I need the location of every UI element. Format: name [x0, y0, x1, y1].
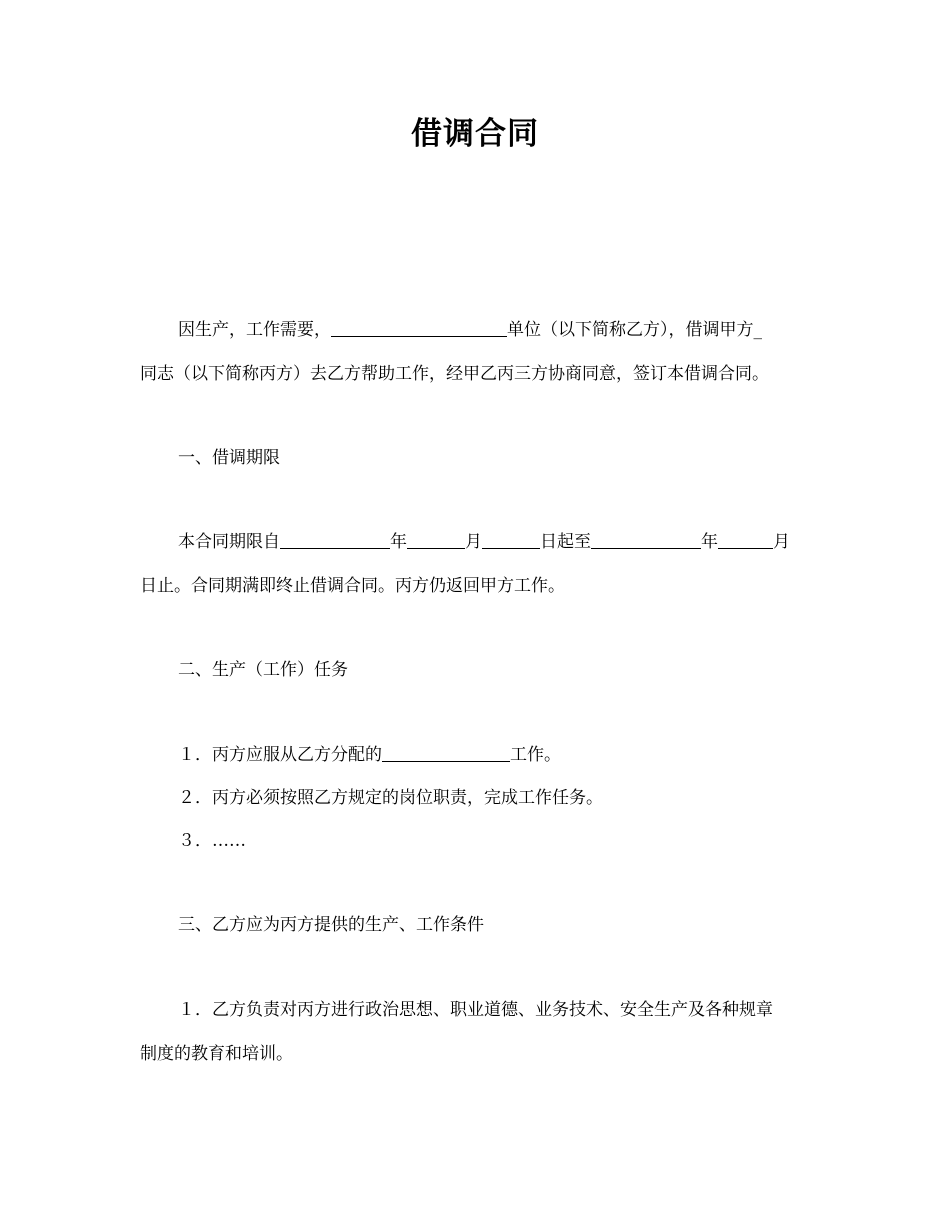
intro-line-1	[178, 317, 762, 343]
blank-start-year[interactable]	[280, 530, 390, 549]
section1-year-2: 年	[701, 532, 718, 552]
section1-year-1: 年	[390, 532, 407, 552]
section1-month-2: 月	[773, 532, 790, 552]
blank-end-year[interactable]	[591, 530, 701, 549]
section3-heading: 三、乙方应为丙方提供的生产、工作条件	[178, 915, 484, 935]
intro-text-b: 单位（以下简称乙方），借调甲方_	[507, 320, 762, 340]
section1-month-1: 月	[465, 532, 482, 552]
blank-assigned-work[interactable]	[382, 743, 510, 762]
section1-line-1	[178, 529, 790, 555]
blank-start-month[interactable]	[407, 530, 465, 549]
section2-item1-text-a: １．丙方应服从乙方分配的	[178, 745, 382, 765]
section3-item1-line-2: 制度的教育和培训。	[140, 1044, 293, 1064]
section1-text-a: 本合同期限自	[178, 532, 280, 552]
blank-unit-name[interactable]	[331, 318, 507, 337]
intro-text-a: 因生产，工作需要，	[178, 320, 331, 340]
section1-line-2: 日止。合同期满即终止借调合同。丙方仍返回甲方工作。	[140, 576, 565, 596]
blank-start-day[interactable]	[482, 530, 540, 549]
section1-day-from: 日起至	[540, 532, 591, 552]
section1-heading: 一、借调期限	[178, 448, 280, 468]
intro-line-2: 同志（以下简称丙方）去乙方帮助工作，经甲乙丙三方协商同意，签订本借调合同。	[140, 364, 769, 384]
section2-item-2: ２．丙方必须按照乙方规定的岗位职责，完成工作任务。	[178, 788, 603, 808]
section2-item-1	[178, 742, 561, 768]
blank-end-month[interactable]	[718, 530, 773, 549]
section2-item1-text-b: 工作。	[510, 745, 561, 765]
section2-heading: 二、生产（工作）任务	[178, 660, 348, 680]
section3-item1-line-1: １．乙方负责对丙方进行政治思想、职业道德、业务技术、安全生产及各种规章	[178, 1000, 773, 1020]
section2-item-3: ３．……	[178, 831, 246, 851]
document-title: 借调合同	[411, 116, 539, 152]
